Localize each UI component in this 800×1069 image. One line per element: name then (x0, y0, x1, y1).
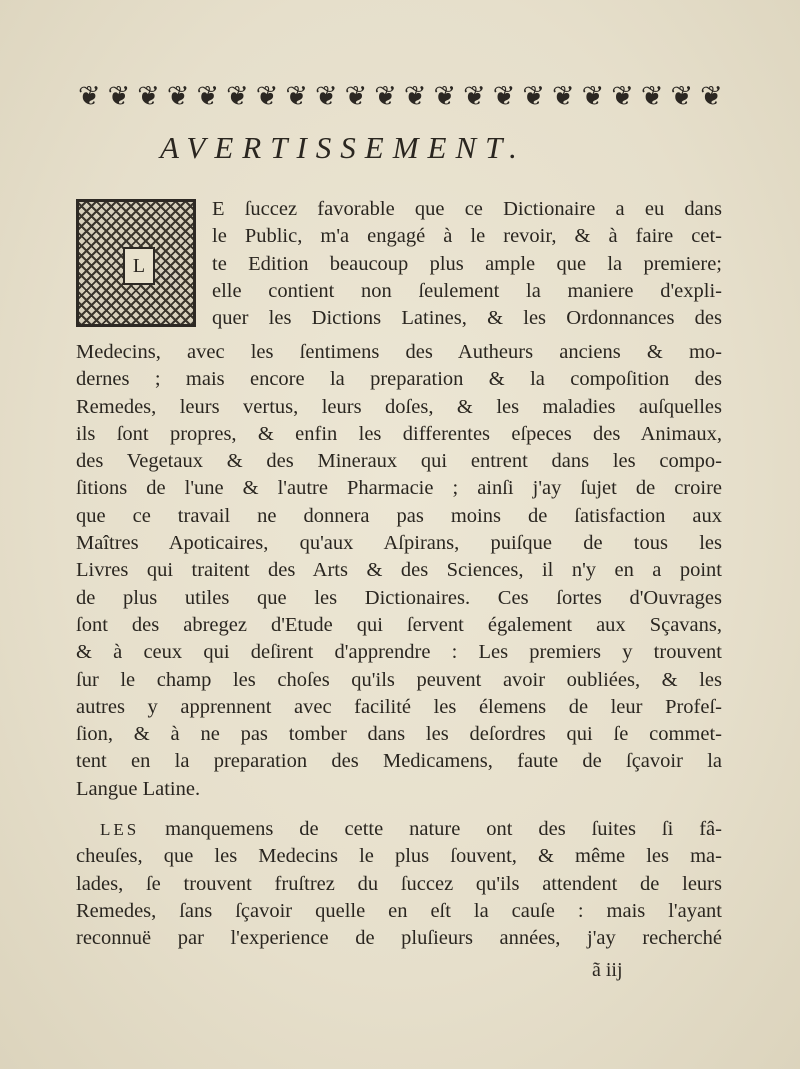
fleuron-ornament: ❦ (344, 81, 367, 112)
text-line: ſitions de l'une & l'autre Pharmacie ; ainſi j'ay ſujet de croire (76, 477, 722, 500)
text-line: ſion, & à ne pas tomber dans les deſordres qui ſe commet- (76, 723, 722, 746)
fleuron-ornament: ❦ (552, 81, 574, 112)
text-line: E ſuccez favorable que ce Dictionaire a eu dans (212, 198, 722, 220)
fleuron-ornament: ❦ (611, 81, 633, 112)
fleuron-ornament: ❦ (522, 81, 544, 112)
fleuron-ornament: ❦ (640, 81, 663, 112)
text-line: Remedes, ſans ſçavoir quelle en eſt la cauſe : mais l'ayant (76, 899, 722, 922)
small-caps-lead: LES (100, 820, 140, 839)
text-line: & à ceux qui deſirent d'apprendre : Les premiers y trouvent (76, 641, 722, 664)
fleuron-ornament: ❦ (700, 81, 722, 112)
text-line: le Public, m'a engagé à le revoir, & à faire cet- (212, 225, 722, 248)
text-line: elle contient non ſeulement la maniere d'expli- (212, 279, 722, 302)
text-line: ſur le champ les choſes qu'ils peuvent avoir oubliées, & les (76, 668, 722, 691)
paragraph-opening (76, 196, 722, 332)
text-line: quer les Dictions Latines, & les Ordonnances des (212, 307, 722, 330)
text-line: Remedes, leurs vertus, leurs doſes, & les maladies auſquelles (76, 395, 722, 418)
fleuron-ornament: ❦ (581, 81, 604, 112)
text-line: autres y apprennent avec facilité les élemens de leur Profeſ- (76, 695, 722, 718)
fleuron-ornament: ❦ (285, 81, 307, 112)
text-line: que ce travail ne donnera pas moins de ſatisfaction aux (76, 504, 722, 527)
page-title: AVERTISSEMENT. (160, 130, 526, 165)
text-line: ſont des abregez d'Etude qui ſervent également aux Sçavans, (76, 613, 722, 636)
fleuron-ornament: ❦ (374, 81, 396, 112)
ornament-band (78, 80, 722, 114)
paragraph-second (76, 816, 722, 952)
text-line (76, 816, 722, 843)
initial-letter: L (123, 247, 155, 285)
text-line: Maîtres Apoticaires, qu'aux Aſpirans, puiſque de tous les (76, 532, 722, 555)
fleuron-ornament: ❦ (78, 81, 100, 112)
fleuron-ornament: ❦ (107, 81, 130, 112)
fleuron-ornament: ❦ (403, 81, 426, 112)
text-line: des Vegetaux & des Mineraux qui entrent dans les compo- (76, 450, 722, 473)
text-line: tent en la preparation des Medicamens, faute de ſçavoir la (76, 750, 722, 773)
text-line: dernes ; mais encore la preparation & la compoſition des (76, 368, 722, 391)
fleuron-ornament: ❦ (492, 81, 515, 112)
text-line: lades, ſe trouvent fruſtrez du ſuccez qu'ils attendent de leurs (76, 872, 722, 895)
text-run: manquemens de cette nature ont des ſuites ſi fâ- (139, 818, 722, 840)
text-line: cheuſes, que les Medecins le plus ſouvent, & même les ma- (76, 845, 722, 868)
text-line: ils ſont propres, & enfin les differentes eſpeces des Animaux, (76, 422, 722, 445)
paragraph-body (76, 339, 722, 803)
fleuron-ornament: ❦ (315, 81, 337, 112)
text-line: de plus utiles que les Dictionaires. Ces ſortes d'Ouvrages (76, 586, 722, 609)
text-line: Medecins, avec les ſentimens des Autheurs anciens & mo- (76, 341, 722, 363)
fleuron-ornament: ❦ (670, 81, 693, 112)
text-line: te Edition beaucoup plus ample que la premiere; (212, 252, 722, 275)
text-line: reconnuë par l'experience de pluſieurs années, j'ay recherché (76, 927, 722, 950)
fleuron-ornament: ❦ (463, 81, 485, 112)
signature-mark: ã iij (592, 959, 623, 981)
fleuron-ornament: ❦ (255, 81, 278, 112)
text-line: Livres qui traitent des Arts & des Sciences, il n'y en a point (76, 559, 722, 582)
fleuron-ornament: ❦ (196, 81, 219, 112)
fleuron-ornament: ❦ (137, 81, 159, 112)
text-line: Langue Latine. (76, 777, 201, 800)
fleuron-ornament: ❦ (226, 81, 248, 112)
fleuron-ornament: ❦ (166, 81, 189, 112)
fleuron-ornament: ❦ (433, 81, 456, 112)
